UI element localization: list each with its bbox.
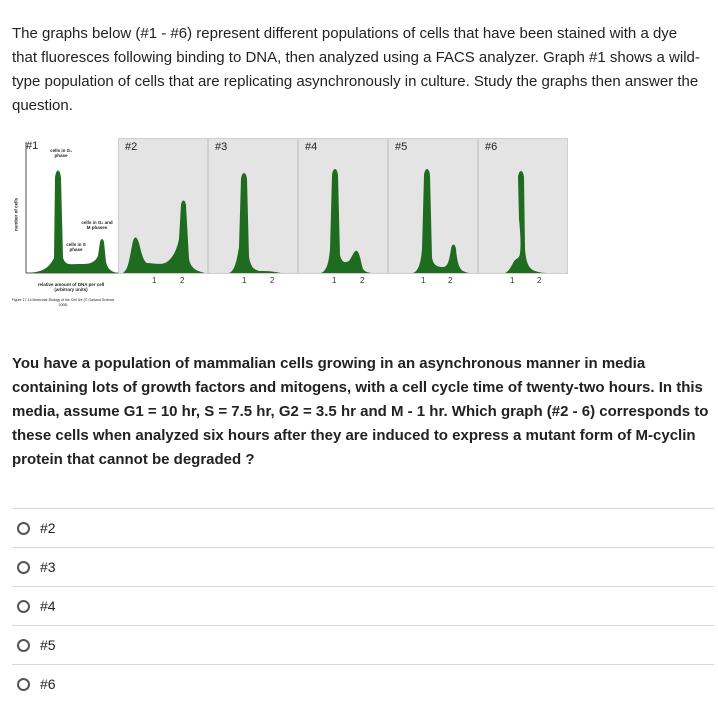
option-label: #5 [40,637,56,653]
tick-label: 2 [270,276,275,285]
facs-graphs-figure [8,138,568,318]
histogram-3 [209,139,299,275]
question-text: You have a population of mammalian cells growing in an asynchronous manner in media containing lots of growth factors and mitogens, with a cell cycle time of twenty-two hours. In this media, assume G1 = 10 hr, S = 7.5 hr, G2 = 3.5 hr and M - 1 hr. Which graph (#2 - 6) corresponds to these cells when analyzed six hours after they are induced to express a mutant form of M-cyclin protein that cannot be degraded ? [12,355,709,468]
radio-button[interactable] [17,639,30,652]
graph-panel-label: #3 [215,141,228,153]
histogram-1 [20,138,120,278]
option-6[interactable] [12,664,714,703]
tick-label: 2 [448,276,453,285]
tick-label: 1 [332,276,337,285]
graph-panel-6 [478,138,568,274]
annotation-g1: cells in G₁ phase [50,148,72,158]
graph-panel-4 [298,138,388,274]
option-5[interactable] [12,625,714,664]
histogram-6 [479,139,569,275]
graph-panel-label: #6 [485,141,498,153]
intro-paragraph: The graphs below (#1 - #6) represent different populations of cells that have been stained with a dye that fluoresces following binding to DNA, then analyzed using a FACS analyzer. Graph #1 shows a wild-type population of cells that are replicating asynchronously in culture. Study the graphs then answer the question. [12,25,700,114]
histogram-2 [119,139,209,275]
graph-panel-label: #5 [395,141,408,153]
radio-button[interactable] [17,561,30,574]
option-3[interactable] [12,547,714,586]
tick-label: 1 [242,276,247,285]
answer-options [12,508,714,703]
tick-label: 1 [152,276,157,285]
annotation-g2m: cells in G₂ and M phases [81,220,113,230]
option-label: #2 [40,520,56,536]
figure-credit: Figure 17-14 Molecular Biology of the Cell 5/e (© Garland Science 2008) [11,298,115,307]
radio-button[interactable] [17,600,30,613]
option-label: #4 [40,598,56,614]
radio-button[interactable] [17,522,30,535]
option-label: #6 [40,676,56,692]
graph-panel-label: #1 [26,140,39,152]
graph-panel-5 [388,138,478,274]
graph-panel-2 [118,138,208,274]
graph-panel-label: #2 [125,141,138,153]
option-2[interactable] [12,508,714,547]
tick-label: 1 [510,276,515,285]
histogram-5 [389,139,479,275]
graph-panel-1 [20,138,120,274]
histogram-4 [299,139,389,275]
tick-label: 1 [421,276,426,285]
x-axis-label: relative amount of DNA per cell (arbitrary units) [37,282,105,292]
option-4[interactable] [12,586,714,625]
tick-label: 2 [180,276,185,285]
graph-panel-3 [208,138,298,274]
graph-panel-label: #4 [305,141,318,153]
y-axis-label: number of cells [13,197,19,232]
radio-button[interactable] [17,678,30,691]
annotation-s: cells in S phase [66,242,86,252]
tick-label: 2 [537,276,542,285]
option-label: #3 [40,559,56,575]
tick-label: 2 [360,276,365,285]
